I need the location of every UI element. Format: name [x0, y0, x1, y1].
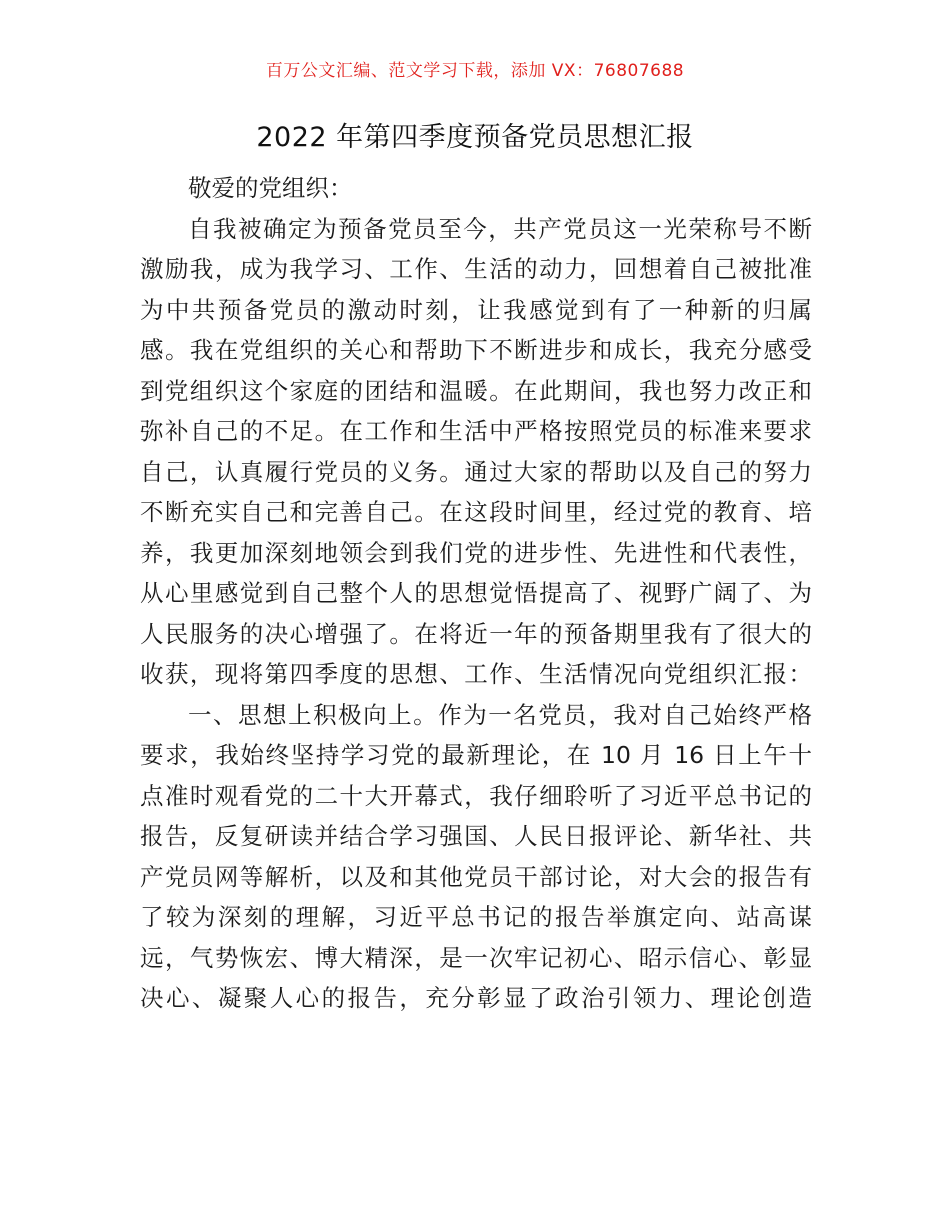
paragraph-line: 从心里感觉到自己整个人的思想觉悟提高了、视野广阔了、为	[140, 579, 812, 607]
paragraph-line: 收获，现将第四季度的思想、工作、生活情况向党组织汇报：	[140, 660, 812, 688]
paragraph-line: 自己，认真履行党员的义务。通过大家的帮助以及自己的努力	[140, 457, 812, 486]
paragraph-1	[140, 209, 812, 695]
paragraph-line: 人民服务的决心增强了。在将近一年的预备期里我有了很大的	[140, 619, 812, 648]
paragraph-line: 一、思想上积极向上。作为一名党员，我对自己始终严格	[188, 700, 812, 729]
paragraph-line: 激励我，成为我学习、工作、生活的动力，回想着自己被批准	[140, 255, 812, 283]
paragraph-line: 远，气势恢宏、博大精深，是一次牢记初心、昭示信心、彰显	[140, 943, 812, 972]
paragraph-line: 养，我更加深刻地领会到我们党的进步性、先进性和代表性，	[140, 538, 812, 567]
document-body	[140, 168, 812, 1019]
header-watermark-note: 百万公文汇编、范文学习下载，添加 VX：76807688	[265, 61, 685, 81]
paragraph-line: 到党组织这个家庭的团结和温暖。在此期间，我也努力改正和	[140, 376, 812, 405]
paragraph-line: 决心、凝聚人心的报告，充分彰显了政治引领力、理论创造	[140, 984, 812, 1012]
paragraph-line: 了较为深刻的理解，习近平总书记的报告举旗定向、站高谋	[140, 903, 812, 931]
paragraph-2	[140, 695, 812, 1019]
salutation: 敬爱的党组织：	[188, 174, 353, 202]
paragraph-line: 产党员网等解析，以及和其他党员干部讨论，对大会的报告有	[140, 862, 812, 891]
paragraph-line: 自我被确定为预备党员至今，共产党员这一光荣称号不断	[188, 214, 812, 243]
paragraph-line: 感。我在党组织的关心和帮助下不断进步和成长，我充分感受	[140, 336, 812, 364]
paragraph-line: 弥补自己的不足。在工作和生活中严格按照党员的标准来要求	[140, 417, 812, 445]
paragraph-line: 报告，反复研读并结合学习强国、人民日报评论、新华社、共	[140, 822, 812, 850]
paragraph-line: 点准时观看党的二十大开幕式，我仔细聆听了习近平总书记的	[140, 781, 812, 810]
paragraph-line: 为中共预备党员的激动时刻，让我感觉到有了一种新的归属	[140, 295, 812, 324]
paragraph-line: 要求，我始终坚持学习党的最新理论，在 10 月 16 日上午十	[140, 741, 812, 769]
paragraph-line: 不断充实自己和完善自己。在这段时间里，经过党的教育、培	[140, 498, 812, 526]
document-title: 2022 年第四季度预备党员思想汇报	[256, 122, 694, 153]
